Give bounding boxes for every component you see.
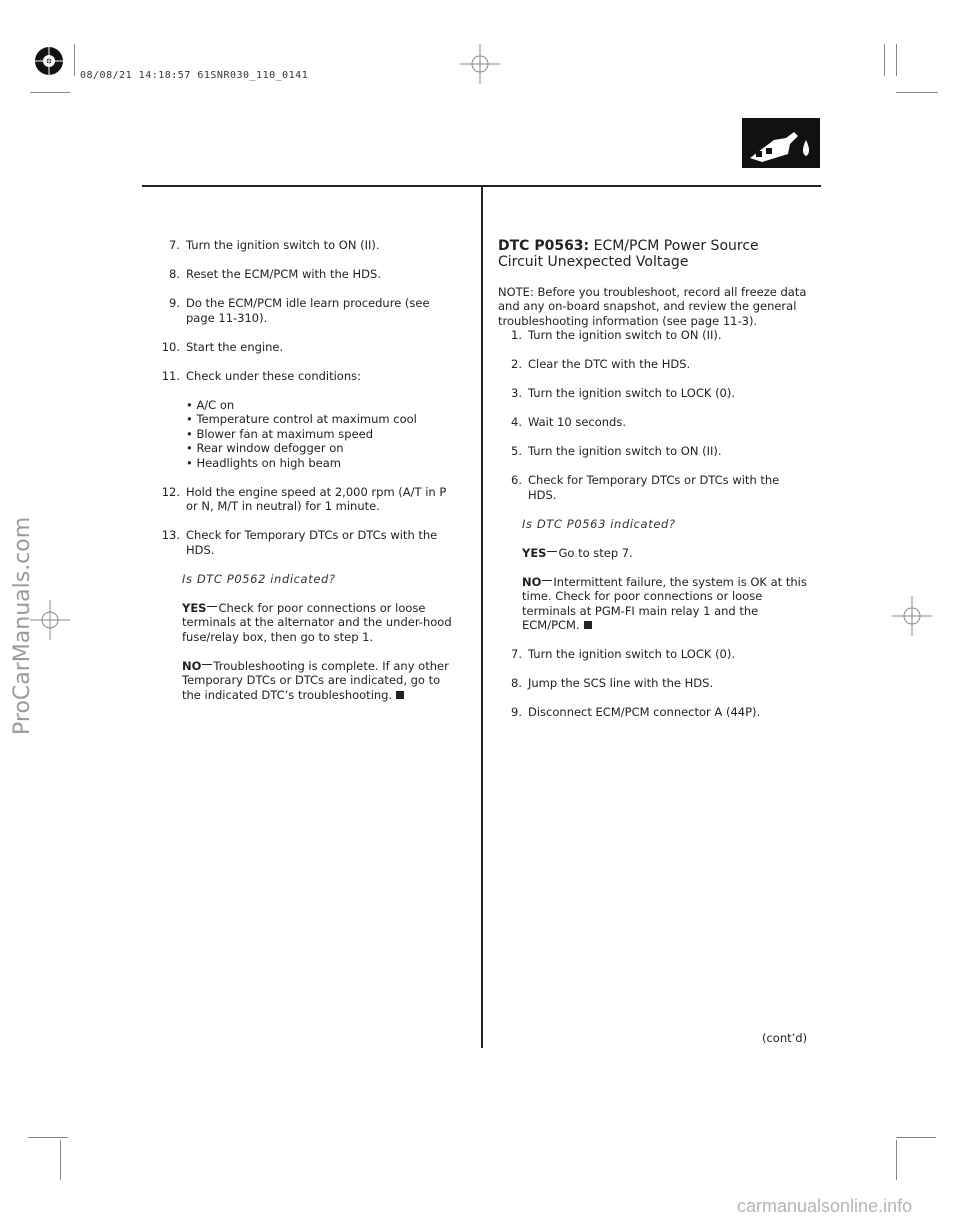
step-text: Turn the ignition switch to ON (II).: [186, 238, 380, 252]
step-text: Hold the engine speed at 2,000 rpm (A/T in P or N, M/T in neutral) for 1 minute.: [186, 484, 447, 513]
dtc-title: ECM/PCM Power Source Circuit Unexpected Voltage: [498, 238, 759, 270]
print-timestamp: 08/08/21 14:18:57 61SNR030_110_0141: [80, 70, 309, 81]
left-column: [154, 238, 459, 702]
step-item: [154, 369, 459, 384]
step-item: [154, 340, 459, 355]
step-number: 13.: [161, 528, 180, 542]
crosshair-icon: [30, 600, 70, 640]
step-number: 4.: [511, 415, 522, 429]
step-number: 11.: [161, 368, 180, 383]
end-mark-icon: [584, 621, 592, 629]
yes-label: YES: [182, 600, 207, 615]
step-item: [496, 328, 808, 343]
step-list: [154, 238, 459, 383]
step-text: Turn the ignition switch to ON (II).: [528, 444, 722, 458]
crop-mark: [74, 44, 75, 76]
step-item: [154, 238, 459, 253]
registration-mark-icon: [28, 40, 70, 82]
right-column: [498, 238, 808, 720]
note-text: NOTE: Before you troubleshoot, record all freeze data and any on-board snapshot, and review the general troubleshooting information (see page 11-3).: [498, 284, 807, 328]
no-label: NO: [182, 658, 202, 673]
step-number: 3.: [511, 386, 522, 400]
crop-mark: [60, 1140, 61, 1180]
step-list: [496, 647, 808, 720]
step-item: [154, 296, 459, 325]
step-item: [496, 647, 808, 662]
step-text: Turn the ignition switch to LOCK (0).: [528, 386, 736, 400]
step-number: 8.: [511, 676, 522, 690]
crop-mark: [896, 44, 897, 76]
yes-answer: [182, 601, 459, 645]
step-number: 9.: [169, 296, 180, 310]
crosshair-icon: [460, 44, 500, 84]
step-item: [496, 386, 808, 401]
step-number: 5.: [511, 444, 522, 458]
condition-item: • Blower fan at maximum speed: [186, 426, 374, 441]
dtc-heading: [498, 238, 808, 270]
step-text: Check for Temporary DTCs or DTCs with the HDS.: [528, 473, 780, 502]
step-list: [154, 485, 459, 558]
step-number: 10.: [161, 339, 180, 354]
step-item: [496, 444, 808, 459]
step-text: Do the ECM/PCM idle learn procedure (see page 11-310).: [186, 296, 430, 325]
bottom-watermark: carmanualsonline.info: [737, 1196, 913, 1216]
condition-item: • Headlights on high beam: [186, 455, 341, 470]
step-item: [496, 473, 808, 502]
step-text: Check under these conditions:: [186, 368, 361, 383]
yes-text: Check for poor connections or loose terminals at the alternator and the under-hood fuse/relay box, then go to step 1.: [182, 600, 452, 644]
step-text: Wait 10 seconds.: [528, 415, 626, 429]
step-number: 6.: [511, 473, 522, 487]
no-label: NO: [522, 574, 542, 589]
end-mark-icon: [396, 691, 404, 699]
crosshair-icon: [892, 596, 932, 636]
crop-mark: [28, 1137, 68, 1138]
step-number: 1.: [511, 328, 522, 342]
step-number: 2.: [511, 357, 522, 371]
no-answer: [182, 659, 459, 703]
crop-mark: [896, 1137, 936, 1138]
question-text: Is DTC P0563 indicated?: [522, 516, 676, 531]
crop-mark: [30, 92, 70, 93]
column-divider: [481, 186, 483, 1048]
crop-mark: [884, 44, 885, 76]
step-number: 7.: [169, 238, 180, 252]
step-item: [154, 267, 459, 282]
step-item: [154, 528, 459, 557]
step-list: [496, 328, 808, 502]
step-text: Check for Temporary DTCs or DTCs with the HDS.: [186, 528, 438, 557]
crop-mark: [896, 1140, 897, 1180]
step-number: 9.: [511, 705, 522, 719]
step-number: 7.: [511, 647, 522, 661]
condition-item: • Temperature control at maximum cool: [186, 412, 417, 426]
dtc-code: DTC P0563:: [498, 238, 590, 254]
continued-label: (cont’d): [762, 1031, 808, 1045]
yes-text: Go to step 7.: [558, 545, 633, 560]
step-text: Turn the ignition switch to LOCK (0).: [528, 647, 736, 661]
step-text: Disconnect ECM/PCM connector A (44P).: [528, 705, 761, 719]
step-item: [154, 485, 459, 514]
step-item: [496, 676, 808, 691]
crop-mark: [896, 92, 938, 93]
step-item: [496, 705, 808, 720]
side-watermark: ProCarManuals.com: [10, 516, 35, 735]
step-text: Start the engine.: [186, 339, 284, 354]
step-text: Jump the SCS line with the HDS.: [528, 676, 714, 690]
step-text: Reset the ECM/PCM with the HDS.: [186, 267, 381, 281]
step-item: [496, 415, 808, 430]
no-text: Intermittent failure, the system is OK at this time. Check for poor connections or loose terminals at PGM-FI main relay 1 and the ECM/PCM.: [522, 574, 807, 632]
yes-answer: [522, 546, 808, 561]
condition-item: • Rear window defogger on: [186, 441, 344, 455]
fuel-pump-icon: [742, 118, 820, 168]
no-answer: [522, 575, 808, 633]
yes-label: YES: [522, 545, 547, 560]
step-number: 12.: [161, 484, 180, 499]
step-text: Turn the ignition switch to ON (II).: [528, 328, 722, 342]
condition-item: • A/C on: [186, 397, 235, 412]
step-item: [496, 357, 808, 372]
conditions-list: [186, 383, 459, 470]
question-text: Is DTC P0562 indicated?: [182, 571, 336, 586]
no-text: Troubleshooting is complete. If any other Temporary DTCs or DTCs are indicated, go to the indicated DTC’s troubleshooting.: [182, 658, 449, 702]
step-number: 8.: [169, 267, 180, 281]
step-text: Clear the DTC with the HDS.: [528, 357, 691, 371]
